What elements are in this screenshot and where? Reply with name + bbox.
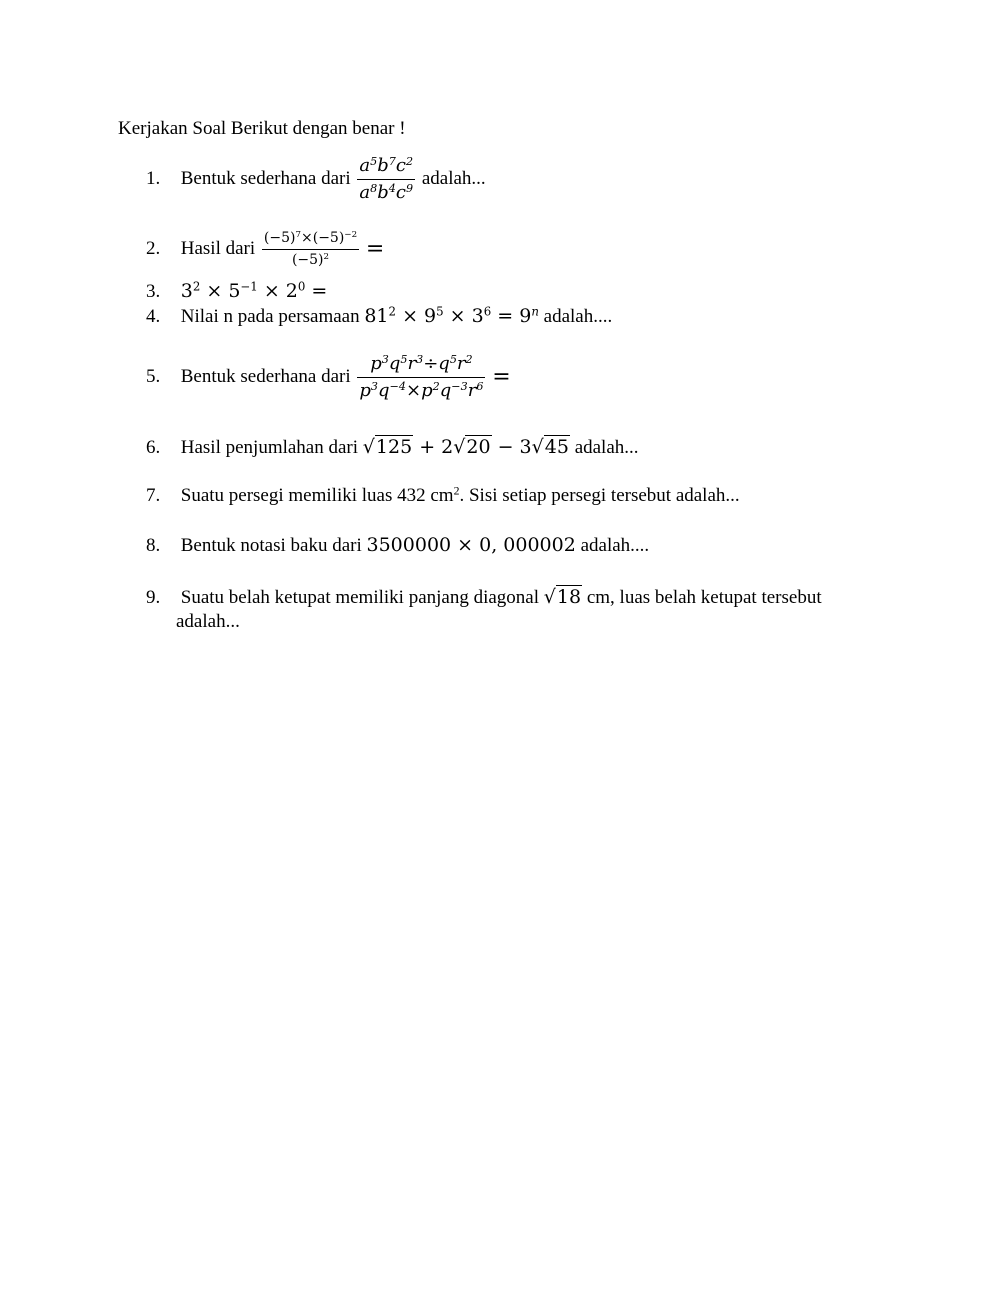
fraction-numerator: $a^5b^7c^2$	[357, 155, 415, 180]
sqrt-symbol: √20	[453, 436, 491, 458]
question-number: 7.	[146, 485, 161, 506]
sqrt-symbol: √125	[362, 436, 413, 458]
math-expression: $3^2 \times 5^{-1} \times 2^0$ =	[180, 279, 328, 302]
fraction-denominator: $p^3q^{-4}\times p^2q^{-3}r^6$	[359, 379, 484, 401]
math-expression: $81^2 \times 9^5 \times 3^6 = 9^n$	[364, 304, 539, 327]
question-7	[146, 484, 740, 508]
question-suffix: adalah...	[574, 437, 639, 458]
question-6	[146, 435, 639, 460]
question-suffix: adalah...	[421, 167, 486, 189]
question-text: Hasil penjumlahan dari	[180, 437, 359, 458]
question-number: 2.	[146, 237, 161, 259]
unit-exponent: 2	[453, 484, 460, 498]
fraction-denominator: $(-5)^2$	[291, 252, 330, 268]
sqrt-symbol: √18	[543, 586, 582, 608]
question-text: Suatu belah ketupat memiliki panjang diagonal	[180, 587, 540, 608]
question-suffix: cm, luas belah ketupat tersebut	[586, 587, 822, 608]
question-9-continued: adalah...	[176, 611, 240, 632]
page-title: Kerjakan Soal Berikut dengan benar !	[118, 118, 406, 139]
fraction	[357, 155, 415, 204]
question-text: Bentuk sederhana dari	[180, 167, 351, 189]
question-text: Bentuk notasi baku dari	[180, 535, 362, 556]
question-text: Bentuk sederhana dari	[180, 365, 351, 387]
question-9	[146, 585, 822, 610]
math-expression: 3500000 × 0, 000002	[366, 534, 576, 556]
sqrt-symbol: √45	[531, 436, 569, 458]
fraction	[262, 230, 359, 269]
question-number: 8.	[146, 535, 161, 556]
question-suffix: adalah....	[543, 306, 613, 327]
fraction-numerator: $(-5)^7\times(-5)^{-2}$	[262, 230, 359, 250]
question-number: 6.	[146, 437, 161, 458]
question-4	[146, 304, 612, 329]
fraction	[357, 353, 485, 402]
fraction-denominator: $a^8b^4c^9$	[359, 181, 414, 203]
question-2	[146, 230, 384, 269]
question-text: Nilai n pada persamaan	[180, 306, 365, 327]
math-expression: √125 + 2√20 − 3√45	[362, 436, 569, 458]
question-number: 1.	[146, 167, 161, 189]
question-8	[146, 533, 649, 558]
question-suffix: . Sisi setiap persegi tersebut adalah...	[459, 485, 740, 506]
question-5	[146, 353, 511, 402]
question-text: Hasil dari	[180, 237, 256, 259]
fraction-numerator: $p^3q^5r^3\div q^5r^2$	[357, 353, 485, 378]
question-number: 9.	[146, 587, 161, 608]
question-number: 4.	[146, 306, 161, 327]
question-3	[146, 279, 327, 304]
question-text: Suatu persegi memiliki luas 432 cm	[180, 485, 454, 506]
equals-sign: =	[492, 364, 511, 390]
question-1	[146, 155, 486, 204]
question-number: 5.	[146, 365, 161, 387]
question-number: 3.	[146, 281, 161, 302]
equals-sign: =	[365, 236, 385, 262]
question-suffix: adalah....	[580, 535, 650, 556]
